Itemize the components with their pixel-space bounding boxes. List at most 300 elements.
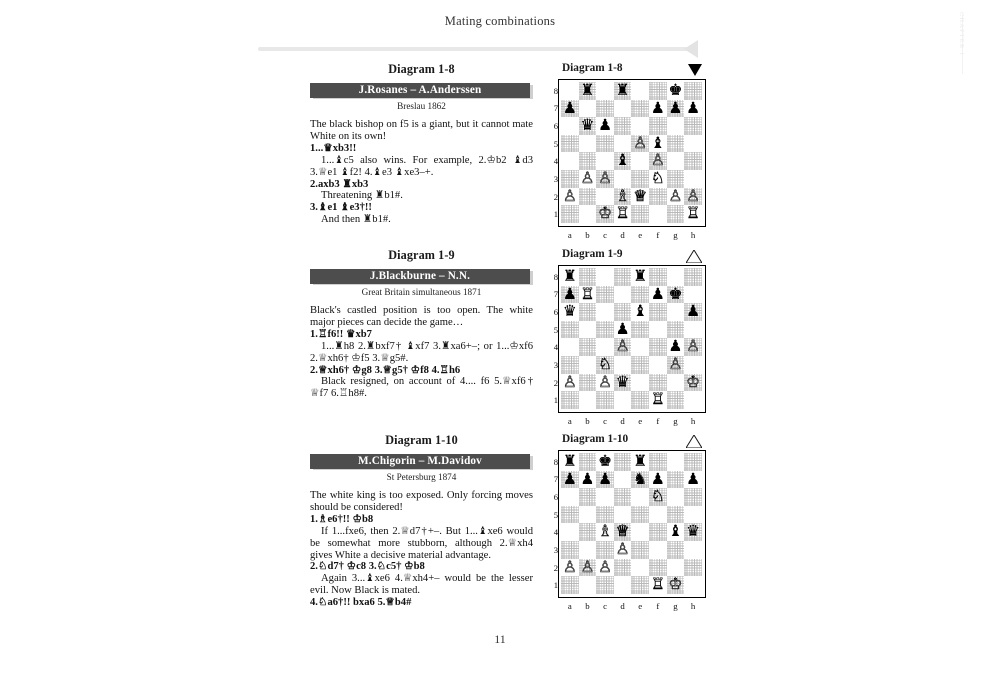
square-a5[interactable] bbox=[561, 135, 579, 153]
square-c5[interactable] bbox=[596, 135, 614, 153]
piece-K-c1[interactable]: ♔ bbox=[598, 204, 612, 223]
file-label: f bbox=[656, 601, 660, 611]
rank-label: 8 bbox=[553, 271, 558, 282]
piece-P-d3[interactable]: ♙ bbox=[615, 540, 630, 559]
square-b6[interactable] bbox=[579, 488, 597, 506]
square-f2[interactable] bbox=[649, 374, 667, 392]
piece-N-c3[interactable]: ♘ bbox=[598, 355, 612, 374]
square-g7[interactable] bbox=[667, 471, 685, 489]
square-h1[interactable] bbox=[684, 205, 702, 223]
piece-r-e8[interactable]: ♜ bbox=[633, 267, 648, 286]
square-f7[interactable] bbox=[649, 471, 667, 489]
square-e7[interactable] bbox=[631, 471, 649, 489]
piece-r-a8[interactable]: ♜ bbox=[562, 452, 577, 471]
square-e8[interactable] bbox=[631, 268, 649, 286]
square-b4[interactable] bbox=[579, 152, 597, 170]
piece-Q-d4[interactable]: ♕ bbox=[615, 522, 630, 541]
square-h2[interactable] bbox=[684, 559, 702, 577]
square-a1[interactable] bbox=[561, 576, 579, 594]
square-f3[interactable] bbox=[649, 541, 667, 559]
square-c1[interactable] bbox=[596, 205, 614, 223]
file-label: d bbox=[620, 416, 625, 426]
piece-R-f1[interactable]: ♖ bbox=[650, 575, 665, 594]
piece-p-c7[interactable]: ♟ bbox=[598, 469, 612, 488]
square-a6[interactable] bbox=[561, 303, 579, 321]
rank-label: 7 bbox=[553, 289, 558, 300]
square-e3[interactable] bbox=[631, 356, 649, 374]
square-f4[interactable] bbox=[649, 338, 667, 356]
piece-p-a7[interactable]: ♟ bbox=[562, 469, 577, 488]
square-c7[interactable] bbox=[596, 471, 614, 489]
chess-board[interactable] bbox=[553, 450, 706, 611]
square-h7[interactable] bbox=[684, 100, 702, 118]
square-g3[interactable] bbox=[667, 170, 685, 188]
square-b2[interactable] bbox=[579, 374, 597, 392]
piece-q-b6[interactable]: ♛ bbox=[580, 116, 595, 135]
square-f1[interactable] bbox=[649, 205, 667, 223]
square-f8[interactable] bbox=[649, 453, 667, 471]
square-f7[interactable] bbox=[649, 286, 667, 304]
piece-b-f5[interactable]: ♝ bbox=[650, 133, 665, 152]
square-g4[interactable] bbox=[667, 338, 685, 356]
piece-p-h7[interactable]: ♟ bbox=[686, 469, 701, 488]
square-h3[interactable] bbox=[684, 356, 702, 374]
piece-N-f6[interactable]: ♘ bbox=[650, 487, 665, 506]
square-e1[interactable] bbox=[631, 205, 649, 223]
file-label: a bbox=[567, 416, 572, 426]
square-b3[interactable] bbox=[579, 541, 597, 559]
rank-label: 6 bbox=[553, 307, 558, 318]
rank-label: 6 bbox=[553, 121, 558, 132]
rank-label: 4 bbox=[553, 342, 558, 353]
square-e5[interactable] bbox=[631, 321, 649, 339]
piece-p-h7[interactable]: ♟ bbox=[686, 98, 701, 117]
square-a5[interactable] bbox=[561, 321, 579, 339]
square-h1[interactable] bbox=[684, 391, 702, 409]
square-e6[interactable] bbox=[631, 488, 649, 506]
commentary-line: Black resigned, on account of 4.... f6 5.♕xf6† ♕f7 6.♖h8#. bbox=[310, 376, 533, 400]
square-f5[interactable] bbox=[649, 506, 667, 524]
piece-Q-e2[interactable]: ♕ bbox=[633, 186, 648, 205]
players-bar-wrapper bbox=[310, 83, 533, 99]
square-d1[interactable] bbox=[614, 205, 632, 223]
square-c3[interactable] bbox=[596, 170, 614, 188]
square-f7[interactable] bbox=[649, 100, 667, 118]
square-h2[interactable] bbox=[684, 374, 702, 392]
piece-P-a2[interactable]: ♙ bbox=[562, 186, 577, 205]
square-d5[interactable] bbox=[614, 321, 632, 339]
piece-P-f4[interactable]: ♙ bbox=[650, 151, 665, 170]
square-c5[interactable] bbox=[596, 321, 614, 339]
square-c6[interactable] bbox=[596, 117, 614, 135]
piece-p-g4[interactable]: ♟ bbox=[668, 337, 683, 356]
event-line: Breslau 1862 bbox=[397, 101, 446, 111]
piece-r-b8[interactable]: ♜ bbox=[580, 81, 595, 100]
board-header bbox=[558, 433, 708, 450]
square-b4[interactable] bbox=[579, 338, 597, 356]
square-e7[interactable] bbox=[631, 100, 649, 118]
rank-label: 3 bbox=[553, 359, 558, 370]
square-a6[interactable] bbox=[561, 488, 579, 506]
square-b2[interactable] bbox=[579, 188, 597, 206]
square-d8[interactable] bbox=[614, 453, 632, 471]
move-line: 2.axb3 ♜xb3 bbox=[310, 178, 369, 190]
piece-B-c4[interactable]: ♗ bbox=[598, 522, 612, 541]
square-c7[interactable] bbox=[596, 100, 614, 118]
square-a2[interactable] bbox=[561, 188, 579, 206]
square-a8[interactable] bbox=[561, 82, 579, 100]
piece-p-h6[interactable]: ♟ bbox=[686, 302, 701, 321]
square-c1[interactable] bbox=[596, 576, 614, 594]
piece-p-a7[interactable]: ♟ bbox=[562, 284, 577, 303]
square-f1[interactable] bbox=[649, 391, 667, 409]
square-a1[interactable] bbox=[561, 205, 579, 223]
square-g8[interactable] bbox=[667, 268, 685, 286]
square-d8[interactable] bbox=[614, 268, 632, 286]
square-h5[interactable] bbox=[684, 135, 702, 153]
square-d3[interactable] bbox=[614, 170, 632, 188]
square-b1[interactable] bbox=[579, 576, 597, 594]
square-h1[interactable] bbox=[684, 576, 702, 594]
piece-K-g1[interactable]: ♔ bbox=[668, 575, 683, 594]
square-h4[interactable] bbox=[684, 152, 702, 170]
square-e3[interactable] bbox=[631, 541, 649, 559]
piece-P-d4[interactable]: ♙ bbox=[615, 337, 630, 356]
square-a8[interactable] bbox=[561, 453, 579, 471]
square-c8[interactable] bbox=[596, 82, 614, 100]
square-d7[interactable] bbox=[614, 471, 632, 489]
square-b6[interactable] bbox=[579, 303, 597, 321]
annotation-body bbox=[310, 305, 533, 400]
board-label: Diagram 1-10 bbox=[562, 433, 629, 445]
square-g7[interactable] bbox=[667, 100, 685, 118]
piece-k-c8[interactable]: ♚ bbox=[598, 452, 612, 471]
white-to-move-indicator-icon bbox=[686, 250, 702, 263]
entry-text-column bbox=[310, 248, 533, 400]
square-h2[interactable] bbox=[684, 188, 702, 206]
piece-P-h4[interactable]: ♙ bbox=[686, 337, 701, 356]
square-a5[interactable] bbox=[561, 506, 579, 524]
piece-p-f7[interactable]: ♟ bbox=[650, 469, 665, 488]
piece-R-d1[interactable]: ♖ bbox=[615, 204, 630, 223]
square-e8[interactable] bbox=[631, 453, 649, 471]
piece-P-g2[interactable]: ♙ bbox=[668, 186, 683, 205]
move-line: 2.♕xh6† ♔g8 3.♕g5† ♔f8 4.♖h6 bbox=[310, 364, 461, 376]
square-d1[interactable] bbox=[614, 576, 632, 594]
piece-b-e6[interactable]: ♝ bbox=[633, 302, 648, 321]
square-e2[interactable] bbox=[631, 188, 649, 206]
piece-b-g4[interactable]: ♝ bbox=[668, 522, 683, 541]
file-label: g bbox=[673, 416, 678, 426]
square-h4[interactable] bbox=[684, 338, 702, 356]
piece-p-d5[interactable]: ♟ bbox=[615, 319, 630, 338]
square-e5[interactable] bbox=[631, 506, 649, 524]
square-a7[interactable] bbox=[561, 100, 579, 118]
square-b8[interactable] bbox=[579, 268, 597, 286]
file-labels bbox=[561, 416, 702, 426]
square-g2[interactable] bbox=[667, 559, 685, 577]
file-label: d bbox=[620, 230, 625, 240]
square-d2[interactable] bbox=[614, 374, 632, 392]
square-d4[interactable] bbox=[614, 152, 632, 170]
players-bar: J.Blackburne – N.N. bbox=[310, 269, 530, 284]
square-b4[interactable] bbox=[579, 523, 597, 541]
square-h4[interactable] bbox=[684, 523, 702, 541]
square-a8[interactable] bbox=[561, 268, 579, 286]
piece-K-h2[interactable]: ♔ bbox=[686, 372, 701, 391]
piece-P-c2[interactable]: ♙ bbox=[598, 372, 612, 391]
square-b2[interactable] bbox=[579, 559, 597, 577]
square-f8[interactable] bbox=[649, 268, 667, 286]
square-g1[interactable] bbox=[667, 205, 685, 223]
square-c1[interactable] bbox=[596, 391, 614, 409]
square-d6[interactable] bbox=[614, 303, 632, 321]
square-e5[interactable] bbox=[631, 135, 649, 153]
square-a2[interactable] bbox=[561, 559, 579, 577]
square-h3[interactable] bbox=[684, 170, 702, 188]
square-g7[interactable] bbox=[667, 286, 685, 304]
square-h5[interactable] bbox=[684, 506, 702, 524]
square-a3[interactable] bbox=[561, 541, 579, 559]
square-h6[interactable] bbox=[684, 117, 702, 135]
square-b7[interactable] bbox=[579, 471, 597, 489]
square-d6[interactable] bbox=[614, 117, 632, 135]
file-label: f bbox=[656, 416, 660, 426]
square-g6[interactable] bbox=[667, 303, 685, 321]
square-f5[interactable] bbox=[649, 321, 667, 339]
square-b7[interactable] bbox=[579, 286, 597, 304]
square-c3[interactable] bbox=[596, 541, 614, 559]
piece-p-a7[interactable]: ♟ bbox=[562, 98, 577, 117]
rank-label: 2 bbox=[553, 377, 558, 388]
square-a3[interactable] bbox=[561, 170, 579, 188]
square-e2[interactable] bbox=[631, 559, 649, 577]
square-e2[interactable] bbox=[631, 374, 649, 392]
square-c6[interactable] bbox=[596, 303, 614, 321]
square-h3[interactable] bbox=[684, 541, 702, 559]
square-d4[interactable] bbox=[614, 523, 632, 541]
piece-P-e5[interactable]: ♙ bbox=[633, 133, 648, 152]
square-f1[interactable] bbox=[649, 576, 667, 594]
piece-R-f1[interactable]: ♖ bbox=[650, 390, 665, 409]
square-b3[interactable] bbox=[579, 356, 597, 374]
piece-q-h4[interactable]: ♛ bbox=[686, 522, 701, 541]
piece-r-a8[interactable]: ♜ bbox=[562, 267, 577, 286]
square-g5[interactable] bbox=[667, 135, 685, 153]
square-f8[interactable] bbox=[649, 82, 667, 100]
square-g3[interactable] bbox=[667, 356, 685, 374]
entry-board-column bbox=[553, 62, 708, 240]
square-b8[interactable] bbox=[579, 453, 597, 471]
square-g6[interactable] bbox=[667, 117, 685, 135]
board-label: Diagram 1-8 bbox=[562, 62, 623, 74]
piece-k-g8[interactable]: ♚ bbox=[668, 81, 683, 100]
square-g1[interactable] bbox=[667, 391, 685, 409]
square-a7[interactable] bbox=[561, 471, 579, 489]
square-d3[interactable] bbox=[614, 356, 632, 374]
players-bar-wrapper bbox=[310, 454, 533, 470]
square-d3[interactable] bbox=[614, 541, 632, 559]
square-e8[interactable] bbox=[631, 82, 649, 100]
square-g2[interactable] bbox=[667, 188, 685, 206]
square-a4[interactable] bbox=[561, 338, 579, 356]
square-b1[interactable] bbox=[579, 205, 597, 223]
square-g8[interactable] bbox=[667, 82, 685, 100]
square-c4[interactable] bbox=[596, 523, 614, 541]
square-h6[interactable] bbox=[684, 303, 702, 321]
square-e4[interactable] bbox=[631, 152, 649, 170]
square-g4[interactable] bbox=[667, 523, 685, 541]
square-h7[interactable] bbox=[684, 471, 702, 489]
rank-labels bbox=[548, 268, 558, 409]
piece-N-f3[interactable]: ♘ bbox=[650, 169, 665, 188]
square-d2[interactable] bbox=[614, 188, 632, 206]
piece-q-d2[interactable]: ♛ bbox=[615, 372, 630, 391]
piece-p-c6[interactable]: ♟ bbox=[598, 116, 612, 135]
rank-label: 4 bbox=[553, 156, 558, 167]
square-c4[interactable] bbox=[596, 338, 614, 356]
piece-p-f7[interactable]: ♟ bbox=[650, 284, 665, 303]
square-d6[interactable] bbox=[614, 488, 632, 506]
square-e4[interactable] bbox=[631, 338, 649, 356]
square-g8[interactable] bbox=[667, 453, 685, 471]
square-g1[interactable] bbox=[667, 576, 685, 594]
square-b1[interactable] bbox=[579, 391, 597, 409]
square-d8[interactable] bbox=[614, 82, 632, 100]
running-head: Mating combinations bbox=[444, 14, 556, 28]
square-g2[interactable] bbox=[667, 374, 685, 392]
square-d7[interactable] bbox=[614, 100, 632, 118]
square-f2[interactable] bbox=[649, 559, 667, 577]
piece-q-a6[interactable]: ♛ bbox=[562, 302, 577, 321]
square-a7[interactable] bbox=[561, 286, 579, 304]
square-f6[interactable] bbox=[649, 303, 667, 321]
piece-P-a2[interactable]: ♙ bbox=[562, 372, 577, 391]
piece-k-g7[interactable]: ♚ bbox=[668, 284, 683, 303]
rank-label: 1 bbox=[553, 580, 558, 591]
square-f6[interactable] bbox=[649, 117, 667, 135]
piece-P-b3[interactable]: ♙ bbox=[580, 169, 595, 188]
page-number: 11 bbox=[494, 632, 506, 646]
square-e6[interactable] bbox=[631, 117, 649, 135]
square-d4[interactable] bbox=[614, 338, 632, 356]
piece-p-g7[interactable]: ♟ bbox=[668, 98, 683, 117]
square-d1[interactable] bbox=[614, 391, 632, 409]
square-g5[interactable] bbox=[667, 321, 685, 339]
square-a4[interactable] bbox=[561, 152, 579, 170]
square-a2[interactable] bbox=[561, 374, 579, 392]
file-label: e bbox=[638, 601, 643, 611]
square-g6[interactable] bbox=[667, 488, 685, 506]
square-a4[interactable] bbox=[561, 523, 579, 541]
piece-B-d2[interactable]: ♗ bbox=[615, 186, 630, 205]
square-e1[interactable] bbox=[631, 576, 649, 594]
square-c2[interactable] bbox=[596, 374, 614, 392]
chess-board[interactable] bbox=[553, 79, 706, 240]
file-label: e bbox=[638, 416, 643, 426]
piece-r-e8[interactable]: ♜ bbox=[633, 452, 648, 471]
piece-P-b2[interactable]: ♙ bbox=[580, 557, 595, 576]
square-h8[interactable] bbox=[684, 268, 702, 286]
chess-board[interactable] bbox=[553, 265, 706, 426]
file-label: c bbox=[603, 601, 607, 611]
square-a3[interactable] bbox=[561, 356, 579, 374]
square-h8[interactable] bbox=[684, 453, 702, 471]
piece-P-a2[interactable]: ♙ bbox=[562, 557, 577, 576]
piece-R-b7[interactable]: ♖ bbox=[580, 284, 595, 303]
piece-P-c3[interactable]: ♙ bbox=[598, 169, 612, 188]
square-g5[interactable] bbox=[667, 506, 685, 524]
square-h6[interactable] bbox=[684, 488, 702, 506]
square-b8[interactable] bbox=[579, 82, 597, 100]
piece-p-f7[interactable]: ♟ bbox=[650, 98, 665, 117]
piece-b-d4[interactable]: ♝ bbox=[615, 151, 630, 170]
chapter-tab-label: CHAPTER 1 bbox=[958, 12, 965, 57]
square-e1[interactable] bbox=[631, 391, 649, 409]
square-e6[interactable] bbox=[631, 303, 649, 321]
square-f3[interactable] bbox=[649, 170, 667, 188]
square-e3[interactable] bbox=[631, 170, 649, 188]
square-f4[interactable] bbox=[649, 523, 667, 541]
square-d5[interactable] bbox=[614, 506, 632, 524]
square-f6[interactable] bbox=[649, 488, 667, 506]
file-label: a bbox=[567, 230, 572, 240]
square-c6[interactable] bbox=[596, 488, 614, 506]
square-c3[interactable] bbox=[596, 356, 614, 374]
file-label: g bbox=[673, 601, 678, 611]
piece-p-b7[interactable]: ♟ bbox=[580, 469, 595, 488]
square-d5[interactable] bbox=[614, 135, 632, 153]
piece-P-h2[interactable]: ♙ bbox=[686, 186, 701, 205]
piece-P-g3[interactable]: ♙ bbox=[668, 355, 683, 374]
square-f2[interactable] bbox=[649, 188, 667, 206]
square-b7[interactable] bbox=[579, 100, 597, 118]
square-e4[interactable] bbox=[631, 523, 649, 541]
square-b5[interactable] bbox=[579, 135, 597, 153]
square-b5[interactable] bbox=[579, 321, 597, 339]
square-b3[interactable] bbox=[579, 170, 597, 188]
square-f3[interactable] bbox=[649, 356, 667, 374]
piece-R-h1[interactable]: ♖ bbox=[686, 204, 701, 223]
square-h8[interactable] bbox=[684, 82, 702, 100]
square-e7[interactable] bbox=[631, 286, 649, 304]
square-b6[interactable] bbox=[579, 117, 597, 135]
square-h5[interactable] bbox=[684, 321, 702, 339]
square-f4[interactable] bbox=[649, 152, 667, 170]
square-g3[interactable] bbox=[667, 541, 685, 559]
square-a6[interactable] bbox=[561, 117, 579, 135]
square-c7[interactable] bbox=[596, 286, 614, 304]
rank-label: 3 bbox=[553, 544, 558, 555]
square-d7[interactable] bbox=[614, 286, 632, 304]
piece-P-c2[interactable]: ♙ bbox=[598, 557, 612, 576]
square-b5[interactable] bbox=[579, 506, 597, 524]
square-c4[interactable] bbox=[596, 152, 614, 170]
square-a1[interactable] bbox=[561, 391, 579, 409]
square-g4[interactable] bbox=[667, 152, 685, 170]
square-c2[interactable] bbox=[596, 559, 614, 577]
square-d2[interactable] bbox=[614, 559, 632, 577]
square-f5[interactable] bbox=[649, 135, 667, 153]
square-c8[interactable] bbox=[596, 268, 614, 286]
piece-r-d8[interactable]: ♜ bbox=[615, 81, 630, 100]
square-h7[interactable] bbox=[684, 286, 702, 304]
square-c2[interactable] bbox=[596, 188, 614, 206]
rank-label: 5 bbox=[553, 509, 558, 520]
piece-n-e7[interactable]: ♞ bbox=[633, 469, 648, 488]
square-c5[interactable] bbox=[596, 506, 614, 524]
square-c8[interactable] bbox=[596, 453, 614, 471]
